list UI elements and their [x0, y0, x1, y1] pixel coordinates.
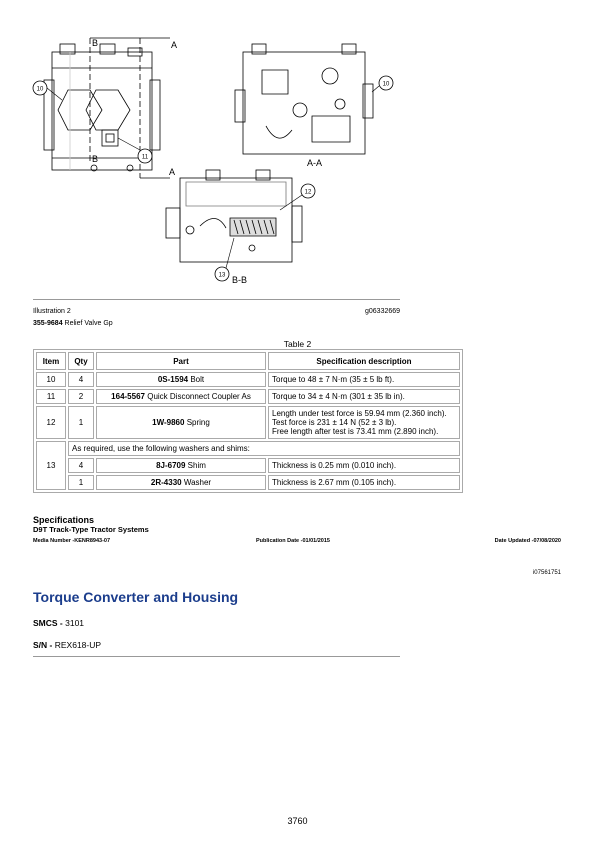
specifications-subheading: D9T Track-Type Tractor Systems	[33, 525, 149, 534]
part-cell	[96, 458, 266, 473]
illustration-image-id: g06332669	[365, 308, 401, 315]
publication-date: Publication Date -01/01/2015	[256, 538, 330, 544]
specification-table	[33, 349, 463, 493]
section-label-b-bottom: B	[92, 154, 99, 164]
view-label-aa: A-A	[307, 158, 323, 168]
table-row	[36, 475, 460, 490]
part-cell	[96, 406, 266, 439]
table-row	[36, 406, 460, 439]
column-header-item: Item	[36, 352, 66, 370]
qty-cell: 1	[68, 406, 94, 439]
spec-line: Free length after test is 73.41 mm (2.890 inch).	[272, 427, 439, 436]
qty-cell: 4	[68, 458, 94, 473]
column-header-part: Part	[96, 352, 266, 370]
table-row	[36, 389, 460, 404]
illustration-top-rule	[33, 299, 400, 300]
svg-text:13: 13	[218, 272, 226, 279]
table-title: Table 2	[283, 339, 312, 349]
item-cell: 10	[36, 372, 66, 387]
section-title: Torque Converter and Housing	[33, 589, 239, 605]
spec-cell: Torque to 34 ± 4 N·m (301 ± 35 lb in).	[268, 389, 460, 404]
svg-text:10: 10	[382, 81, 390, 88]
page-number: 3760	[287, 816, 308, 826]
spec-cell: Thickness is 2.67 mm (0.105 inch).	[268, 475, 460, 490]
part-name: Spring	[186, 418, 210, 427]
illustration-caption: Illustration 2	[33, 308, 71, 315]
table-row	[36, 441, 460, 456]
specifications-heading: Specifications	[33, 515, 95, 525]
svg-text:11: 11	[141, 154, 149, 161]
part-cell	[96, 372, 266, 387]
part-name: Washer	[183, 478, 212, 487]
spec-line: Length under test force is 59.94 mm (2.360 inch).	[272, 409, 447, 418]
column-header-spec: Specification description	[268, 352, 460, 370]
part-number: 164-5567	[111, 392, 145, 401]
table-row	[36, 458, 460, 473]
smcs-value: 3101	[65, 618, 85, 628]
section-divider	[33, 656, 400, 657]
view-label-bb: B-B	[232, 275, 248, 285]
sn-label: S/N -	[33, 640, 53, 650]
part-group-name: Relief Valve Gp	[64, 320, 113, 327]
section-label-b-top: B	[92, 38, 99, 48]
column-header-qty: Qty	[68, 352, 94, 370]
part-number: 2R-4330	[150, 478, 182, 487]
smcs-label: SMCS -	[33, 618, 63, 628]
part-number: 1W-9860	[152, 418, 185, 427]
callout-10-right	[372, 76, 393, 92]
note-cell: As required, use the following washers and shims:	[68, 441, 460, 456]
item-cell: 13	[36, 441, 66, 490]
item-cell: 11	[36, 389, 66, 404]
table-row	[36, 372, 460, 387]
relief-valve-illustration	[30, 30, 430, 298]
svg-text:10: 10	[36, 86, 44, 93]
part-name: Quick Disconnect Coupler As	[147, 392, 251, 401]
section-bb-drawing	[166, 170, 302, 262]
spec-line: Test force is 231 ± 14 N (52 ± 3 lb).	[272, 418, 397, 427]
part-group-label	[33, 320, 113, 327]
spec-cell	[268, 406, 460, 439]
date-updated: Date Updated -07/08/2020	[494, 538, 561, 544]
part-cell	[96, 475, 266, 490]
qty-cell: 2	[68, 389, 94, 404]
section-label-a-top: A	[171, 40, 178, 50]
spec-cell: Thickness is 0.25 mm (0.010 inch).	[268, 458, 460, 473]
callout-11	[118, 138, 152, 163]
item-cell: 12	[36, 406, 66, 439]
part-group-number: 355-9684	[33, 320, 63, 327]
part-number: 0S-1594	[157, 375, 189, 384]
part-number: 8J-6709	[156, 461, 186, 470]
svg-text:12: 12	[304, 189, 312, 196]
media-number: Media Number -KENR8943-07	[33, 538, 111, 544]
table-header-row	[36, 352, 460, 370]
spec-cell: Torque to 48 ± 7 N·m (35 ± 5 lb ft).	[268, 372, 460, 387]
part-cell	[96, 389, 266, 404]
qty-cell: 4	[68, 372, 94, 387]
section-label-a-bottom: A	[169, 167, 176, 177]
section-aa-drawing	[235, 44, 373, 154]
qty-cell: 1	[68, 475, 94, 490]
smcs-line	[33, 618, 84, 628]
part-name: Shim	[187, 461, 206, 470]
document-id: i07561751	[532, 570, 561, 576]
part-name: Bolt	[190, 375, 205, 384]
sn-value: REX618-UP	[54, 640, 102, 650]
serial-number-line	[33, 640, 101, 650]
callout-10-left	[33, 81, 62, 100]
